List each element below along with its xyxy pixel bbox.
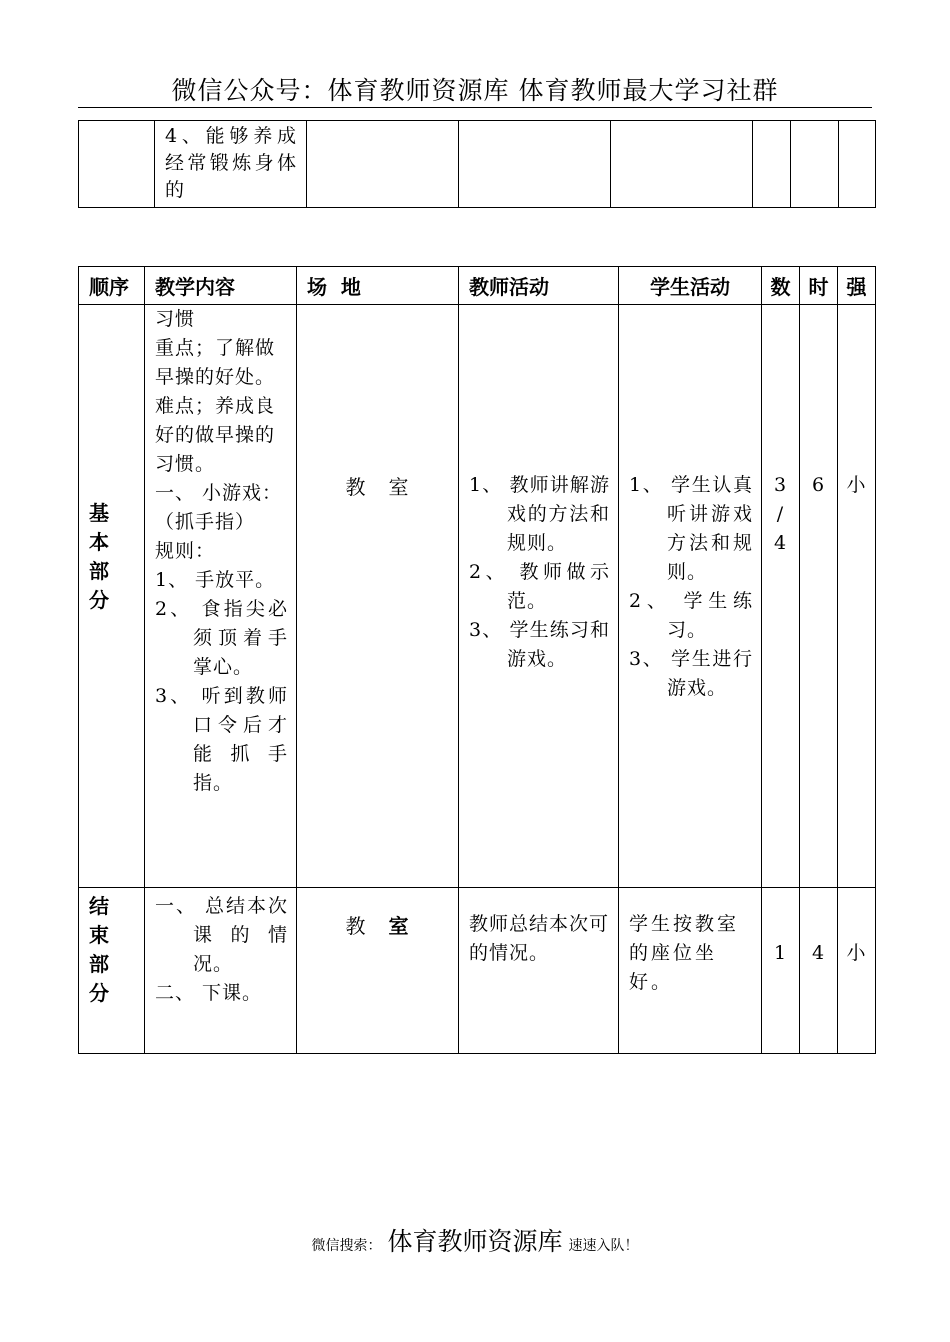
header-venue: 场 地	[297, 267, 459, 305]
label-char: 结	[89, 894, 109, 918]
ending-venue-cell	[297, 888, 459, 1054]
intensity-value: 小	[846, 942, 867, 964]
label-char: 基	[89, 501, 109, 525]
ending-intensity-cell	[838, 888, 876, 1054]
page-header-title: 微信公众号：体育教师资源库 体育教师最大学习社群	[171, 76, 779, 105]
time-value: 4	[811, 942, 826, 964]
label-char: 束	[89, 923, 109, 947]
content-line: 难点；养成良好的做早操的习惯。	[155, 395, 276, 475]
ending-student-text: 学生按教室的座位坐好。	[629, 913, 740, 993]
objective-cell	[155, 121, 307, 208]
empty-cell	[839, 121, 876, 208]
header-teacher-activity: 教师活动	[459, 267, 619, 305]
basic-section-label	[79, 305, 145, 888]
teacher-item: 2、 教师做示范。	[469, 561, 610, 612]
ending-section-label	[79, 888, 145, 1054]
count-value: 1	[773, 942, 788, 964]
empty-cell	[611, 121, 753, 208]
header-count: 数	[762, 267, 800, 305]
rule-item: 1、 手放平。	[155, 569, 276, 591]
basic-time-cell	[800, 305, 838, 888]
header-time: 时	[800, 267, 838, 305]
empty-cell	[307, 121, 459, 208]
empty-cell	[459, 121, 611, 208]
empty-cell	[79, 121, 155, 208]
label-char: 本	[89, 530, 109, 554]
basic-content-cell	[145, 305, 297, 888]
ending-teacher-text: 教师总结本次可的情况。	[469, 913, 610, 964]
basic-intensity-cell	[838, 305, 876, 888]
basic-count-cell	[762, 305, 800, 888]
venue-char: 室	[388, 475, 410, 499]
empty-cell	[791, 121, 839, 208]
game-title: 一、 小游戏：	[155, 482, 283, 504]
game-name: （抓手指）	[155, 511, 256, 533]
header-intensity: 强	[838, 267, 876, 305]
label-char: 分	[89, 588, 109, 612]
time-value: 6	[811, 474, 826, 496]
basic-student-cell	[619, 305, 762, 888]
header-divider	[78, 107, 872, 108]
ending-time-cell	[800, 888, 838, 1054]
venue-char: 室	[388, 914, 410, 938]
ending-student-cell	[619, 888, 762, 1054]
ending-count-cell	[762, 888, 800, 1054]
ending-section-row	[79, 888, 876, 1054]
footer-prefix: 微信搜索：	[311, 1238, 382, 1254]
header-content: 教学内容	[145, 267, 297, 305]
count-part: 3	[773, 474, 788, 496]
student-item: 1、 学生认真听讲游戏方法和规则。	[629, 474, 753, 583]
label-char: 部	[89, 952, 109, 976]
header-student-activity: 学生活动	[619, 267, 762, 305]
content-line: 习惯	[155, 308, 196, 330]
content-line: 重点；了解做早操的好处。	[155, 337, 276, 388]
footer-suffix: 速速入队！	[568, 1238, 639, 1254]
teacher-item: 1、 教师讲解游戏的方法和规则。	[469, 474, 610, 554]
count-part: 4	[773, 532, 788, 554]
objective-text: 4、能够养成经常锻炼身体的	[165, 125, 298, 201]
ending-item: 二、 下课。	[155, 982, 263, 1004]
rules-label: 规则：	[155, 540, 216, 562]
basic-venue-cell	[297, 305, 459, 888]
student-item: 3、 学生进行游戏。	[629, 648, 753, 699]
venue-char: 教	[345, 475, 367, 499]
count-part: /	[776, 503, 785, 525]
basic-section-row	[79, 305, 876, 888]
continuation-table	[78, 120, 876, 208]
ending-content-cell	[145, 888, 297, 1054]
student-item: 2、 学生练习。	[629, 590, 753, 641]
teacher-item: 3、 学生练习和游戏。	[469, 619, 610, 670]
intensity-value: 小	[846, 474, 867, 496]
ending-item: 一、 总结本次课的情况。	[155, 895, 288, 975]
rule-item: 2、 食指尖必须顶着手掌心。	[155, 598, 288, 678]
header-order: 顺序	[79, 267, 145, 305]
rule-item: 3、 听到教师口令后才能抓手指。	[155, 685, 288, 794]
basic-teacher-cell	[459, 305, 619, 888]
page-footer	[0, 1222, 950, 1258]
venue-char: 教	[345, 914, 367, 938]
lesson-plan-table	[78, 266, 876, 1054]
label-char: 分	[89, 981, 109, 1005]
empty-cell	[753, 121, 791, 208]
footer-name: 体育教师资源库	[387, 1227, 563, 1256]
table-header-row	[79, 267, 876, 305]
ending-teacher-cell	[459, 888, 619, 1054]
label-char: 部	[89, 559, 109, 583]
